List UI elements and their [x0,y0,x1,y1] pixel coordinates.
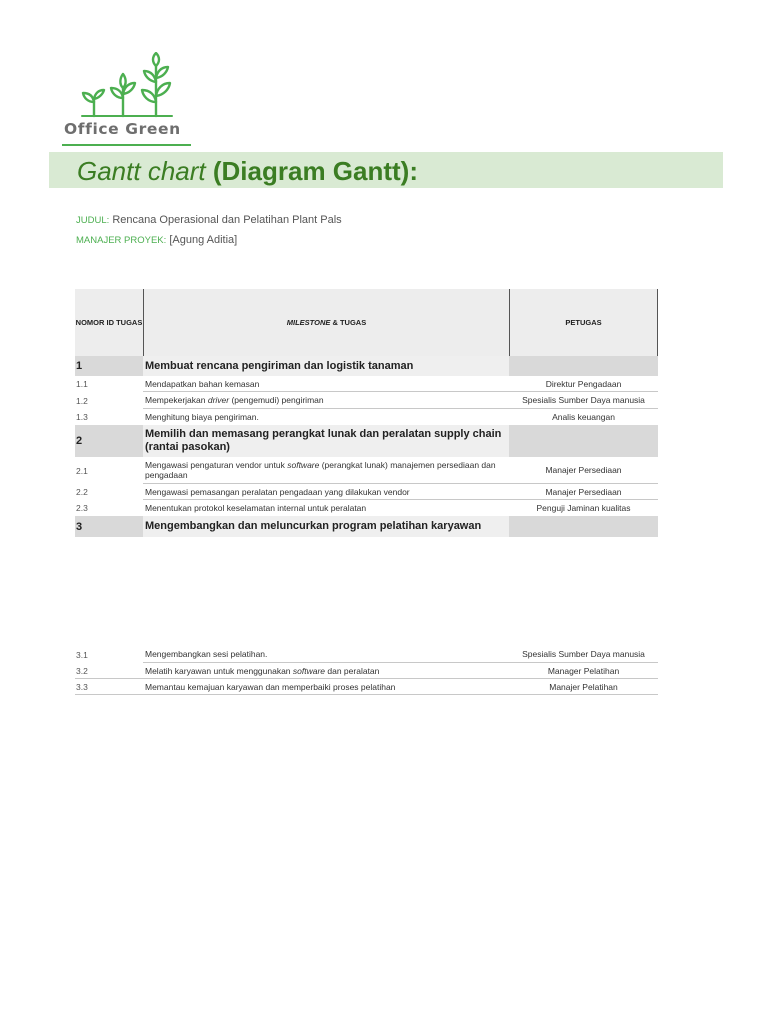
milestone-row [75,425,658,457]
task-row [75,376,658,392]
task-owner: Direktur Pengadaan [509,376,658,392]
task-name: Mengawasi pemasangan peralatan pengadaan yang dilakukan vendor [143,484,509,500]
task-row [75,392,658,409]
milestone-row [75,516,658,537]
brand-underline [62,144,191,146]
task-owner: Analis keuangan [552,412,615,422]
task-name: Melatih karyawan untuk menggunakan software dan peralatan [143,663,509,679]
task-id: 3.1 [76,649,88,660]
task-name: Menghitung biaya pengiriman. [145,412,259,422]
task-name: Mendapatkan bahan kemasan [143,376,509,392]
task-owner: Manager Pelatihan [509,663,658,679]
task-row [75,646,658,663]
task-row [75,409,658,425]
milestone-owner [509,356,658,376]
milestone-owner [509,516,658,537]
header-milestone-italic: MILESTONE [286,318,331,327]
header-task-id: NOMOR ID TUGAS [75,289,143,356]
page-title [77,156,418,187]
task-name: Mengembangkan sesi pelatihan. [143,646,509,663]
task-id: 2.3 [76,503,88,513]
sprouting-plants-icon [80,52,176,118]
task-row [75,663,658,679]
manajer-value: [Agung Aditia] [169,234,238,246]
milestone-id: 1 [76,360,83,372]
page-title-italic: Gantt chart [77,156,206,186]
task-name: Memantau kemajuan karyawan dan memperbaiki proses pelatihan [143,679,509,695]
office-green-logo [62,52,192,148]
milestone-title: Membuat rencana pengiriman dan logistik tanaman [143,356,509,376]
milestone-title: Memilih dan memasang perangkat lunak dan peralatan supply chain (rantai pasokan) [143,425,509,457]
task-owner: Manajer Pelatihan [509,679,658,695]
task-row [75,500,658,516]
task-id: 3.3 [75,679,143,695]
title-band [49,152,723,188]
header-milestone-task [143,289,509,356]
header-owner: PETUGAS [509,289,658,356]
task-name: Menentukan protokol keselamatan internal untuk peralatan [145,503,367,513]
project-title-line [76,214,342,226]
task-id: 3.2 [75,663,143,679]
judul-label: JUDUL: [76,215,110,226]
milestone-id: 2 [76,435,83,447]
task-owner: Manajer Persediaan [509,484,658,500]
brand-name: Office Green [64,120,181,138]
task-id: 1.1 [76,379,88,389]
page-title-bold: (Diagram Gantt): [212,156,418,186]
task-owner: Manajer Persediaan [509,457,658,484]
task-row [75,484,658,500]
task-id: 1.2 [76,395,88,406]
task-owner: Spesialis Sumber Daya manusia [509,646,658,663]
task-owner: Spesialis Sumber Daya manusia [509,392,658,409]
task-id: 2.2 [76,487,88,497]
task-row [75,457,658,484]
milestone-id: 3 [76,520,83,533]
header-task-rest: & TUGAS [330,318,367,327]
task-id: 1.3 [76,412,88,422]
task-name: Mengawasi pengaturan vendor untuk software (perangkat lunak) manajemen persediaan dan pengadaan [143,457,509,484]
task-row [75,679,658,695]
task-owner: Penguji Jaminan kualitas [536,503,631,513]
project-manager-line [76,234,237,246]
task-name: Mempekerjakan driver (pengemudi) pengiriman [143,392,509,409]
milestone-title: Mengembangkan dan meluncurkan program pelatihan karyawan [143,516,509,537]
manajer-label: MANAJER PROYEK: [76,235,167,246]
milestone-row [75,356,658,376]
milestone-owner [509,425,658,457]
judul-value: Rencana Operasional dan Pelatihan Plant Pals [112,214,342,226]
task-id: 2.1 [76,465,88,476]
